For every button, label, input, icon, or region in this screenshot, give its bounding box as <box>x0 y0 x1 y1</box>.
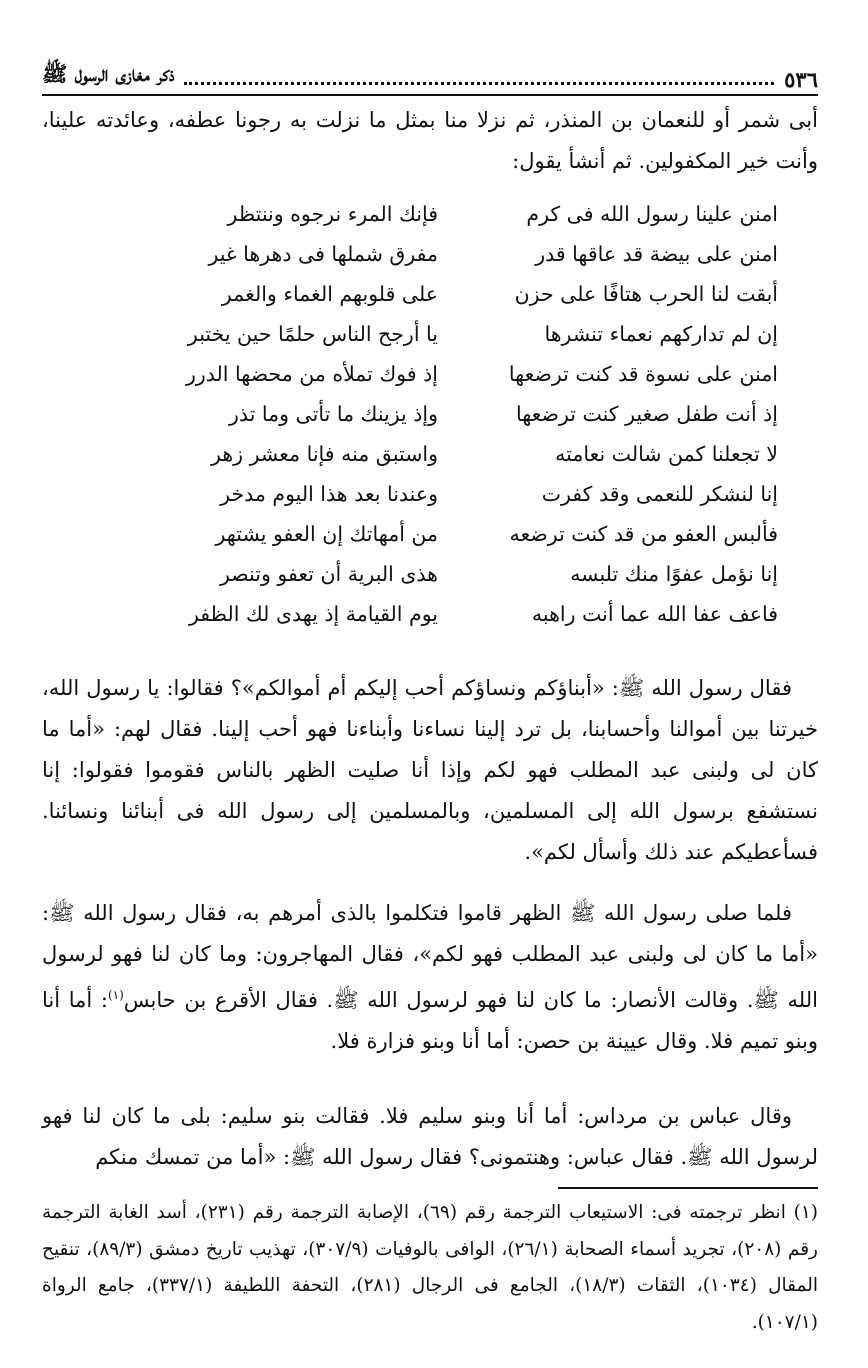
verse-first-hemistich: إن لم تداركهم نعماء تنشرها <box>544 322 778 346</box>
footnote-marker[interactable]: (١) <box>107 988 124 1002</box>
header-dot-leader <box>184 82 774 85</box>
footnotes <box>42 1195 818 1341</box>
verse-second-hemistich: واستبق منه فإنا معشر زهر <box>211 442 438 466</box>
poem-verse <box>80 594 778 634</box>
poem-verse <box>80 474 778 514</box>
verse-first-hemistich: امنن على نسوة قد كنت ترضعها <box>508 362 778 386</box>
verse-second-hemistich: على قلوبهم الغماء والغمر <box>221 282 438 306</box>
paragraph-after-prayer <box>42 893 818 1062</box>
poem-verse <box>80 514 778 554</box>
verse-second-hemistich: وإذ يزينك ما تأتى وما تذر <box>229 402 438 426</box>
poem-verse <box>80 354 778 394</box>
verse-second-hemistich: يا أرجح الناس حلمًا حين يختبر <box>187 322 438 346</box>
verse-first-hemistich: فألبس العفو من قد كنت ترضعه <box>509 522 778 546</box>
verse-first-hemistich: لا تجعلنا كمن شالت نعامته <box>555 442 778 466</box>
paragraph-dialogue <box>42 668 818 873</box>
poem-verse <box>80 274 778 314</box>
paragraph-text: فلما صلى رسول الله ﷺ الظهر قاموا فتكلموا بالذى أمرهم به، فقال رسول الله ﷺ: «أما ما كان لى ولبنى عبد المطلب فهو لكم»، فقال المهاجرون: وما كان لنا فهو لرسول الله ﷺ. وقالت الأنصار: ما كان لنا فهو لرسول الله ﷺ. فقال الأقرع بن حابس <box>42 901 818 1012</box>
verse-second-hemistich: فإنك المرء نرجوه وننتظر <box>227 202 438 226</box>
poem-verse <box>80 234 778 274</box>
poem-verse <box>80 194 778 234</box>
verse-first-hemistich: فاعف عفا الله عما أنت راهبه <box>531 602 778 626</box>
verse-first-hemistich: إنا لنشكر للنعمى وقد كفرت <box>541 482 778 506</box>
poem-verse <box>80 314 778 354</box>
verse-second-hemistich: مفرق شملها فى دهرها غير <box>208 242 438 266</box>
paragraph-abbas <box>42 1096 818 1178</box>
verse-first-hemistich: إنا نؤمل عفوًا منك تلبسه <box>570 562 778 586</box>
paragraph-text: أبى شمر أو للنعمان بن المنذر، ثم نزلا منا بمثل ما نزلت به رجونا عطفه، وعائدته علينا، وأنت خير المكفولين. ثم أنشأ يقول: <box>42 108 818 173</box>
footnote-text: (١) انظر ترجمته فى: الاستيعاب الترجمة رقم (٦٩)، الإصابة الترجمة رقم (٢٣١)، أسد الغابة الترجمة رقم (٢٠٨)، تجريد أسماء الصحابة (٢٦/١)، الوافى بالوفيات (٣٠٧/٩)، تهذيب تاريخ دمشق (٨٩/٣)، تنقيح المقال (١٠٣٤)، الثقات (١٨/٣)، الجامع فى الرجال (٢٨١)، التحفة اللطيفة (٣٣٧/١)، جامع الرواة (١٠٧/١). <box>42 1202 818 1333</box>
paragraph-text: وقال عباس بن مرداس: أما أنا وبنو سليم فلا. فقالت بنو سليم: بلى ما كان لنا فهو لرسول الله ﷺ. فقال عباس: وهنتمونى؟ فقال رسول الله ﷺ: «أما من تمسك منكم <box>42 1104 818 1169</box>
poem-verse <box>80 394 778 434</box>
verse-first-hemistich: إذ أنت طفل صغير كنت ترضعها <box>515 402 778 426</box>
verse-first-hemistich: أبقت لنا الحرب هتافًا على حزن <box>514 282 778 306</box>
verse-second-hemistich: إذ فوك تملأه من محضها الدرر <box>186 362 438 386</box>
verse-second-hemistich: من أمهاتك إن العفو يشتهر <box>215 522 438 546</box>
running-title: ذكر مغازى الرسول ﷺ <box>42 61 175 86</box>
header-rule <box>42 94 818 96</box>
poem <box>80 194 778 634</box>
verse-second-hemistich: وعندنا بعد هذا اليوم مدخر <box>220 482 438 506</box>
footnote-separator <box>558 1187 818 1189</box>
paragraph-intro <box>42 100 818 182</box>
verse-first-hemistich: امنن علينا رسول الله فى كرم <box>526 202 778 226</box>
page-number: ٥٣٦ <box>784 67 818 92</box>
paragraph-text: فقال رسول الله ﷺ: «أبناؤكم ونساؤكم أحب إليكم أم أموالكم»؟ فقالوا: يا رسول الله، خيرتنا بين أموالنا وأحسابنا، بل ترد إلينا نساءنا وأبناءنا فهو أحب إلينا. فقال لهم: «أما ما كان لى ولبنى عبد المطلب فهو لكم وإذا أنا صليت الظهر بالناس فقوموا فقولوا: إنا نستشفع برسول الله إلى المسلمين، وبالمسلمين إلى رسول الله فى أبنائنا ونسائنا. فسأعطيكم عند ذلك وأسأل لكم». <box>42 676 818 864</box>
verse-second-hemistich: هذى البرية أن تعفو وتنصر <box>219 562 438 586</box>
verse-first-hemistich: امنن على بيضة قد عاقها قدر <box>535 242 778 266</box>
paragraph-text-end: : أما أنا وبنو تميم فلا. وقال عيينة بن حصن: أما أنا وبنو فزارة فلا. <box>42 988 818 1053</box>
running-header <box>42 56 818 92</box>
poem-verse <box>80 434 778 474</box>
poem-verse <box>80 554 778 594</box>
verse-second-hemistich: يوم القيامة إذ يهدى لك الظفر <box>188 602 438 626</box>
